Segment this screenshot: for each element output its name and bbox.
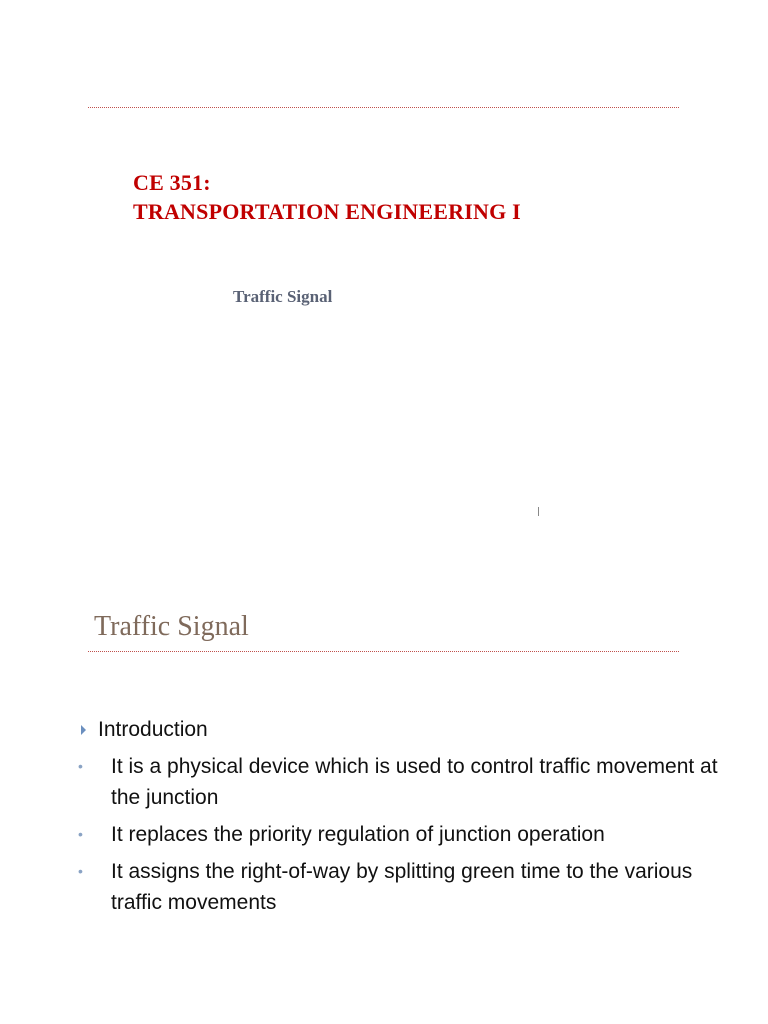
bullet-item bbox=[78, 819, 738, 850]
slide-title: Traffic Signal bbox=[94, 611, 249, 642]
dot-bullet-icon: • bbox=[78, 826, 83, 842]
text-cursor-mark bbox=[538, 507, 539, 516]
bullet-text: It replaces the priority regulation of junction operation bbox=[111, 823, 605, 846]
intro-item bbox=[78, 714, 738, 745]
dot-bullet-icon: • bbox=[78, 758, 83, 774]
bullet-text: It assigns the right-of-way by splitting green time to the various traffic movements bbox=[111, 860, 693, 914]
course-heading bbox=[133, 168, 521, 226]
course-code: CE 351: bbox=[133, 170, 211, 195]
lecture-subtitle: Traffic Signal bbox=[233, 287, 333, 306]
dot-bullet-icon: • bbox=[78, 863, 83, 879]
top-divider bbox=[88, 107, 679, 108]
intro-label: Introduction bbox=[98, 718, 208, 741]
course-name: TRANSPORTATION ENGINEERING I bbox=[133, 199, 521, 224]
bullet-item bbox=[78, 856, 738, 918]
bullet-list bbox=[78, 714, 738, 918]
bullet-text: It is a physical device which is used to control traffic movement at the junction bbox=[111, 755, 718, 809]
triangle-bullet-icon bbox=[81, 725, 86, 735]
bullet-item bbox=[78, 751, 738, 813]
title-divider bbox=[88, 651, 679, 652]
